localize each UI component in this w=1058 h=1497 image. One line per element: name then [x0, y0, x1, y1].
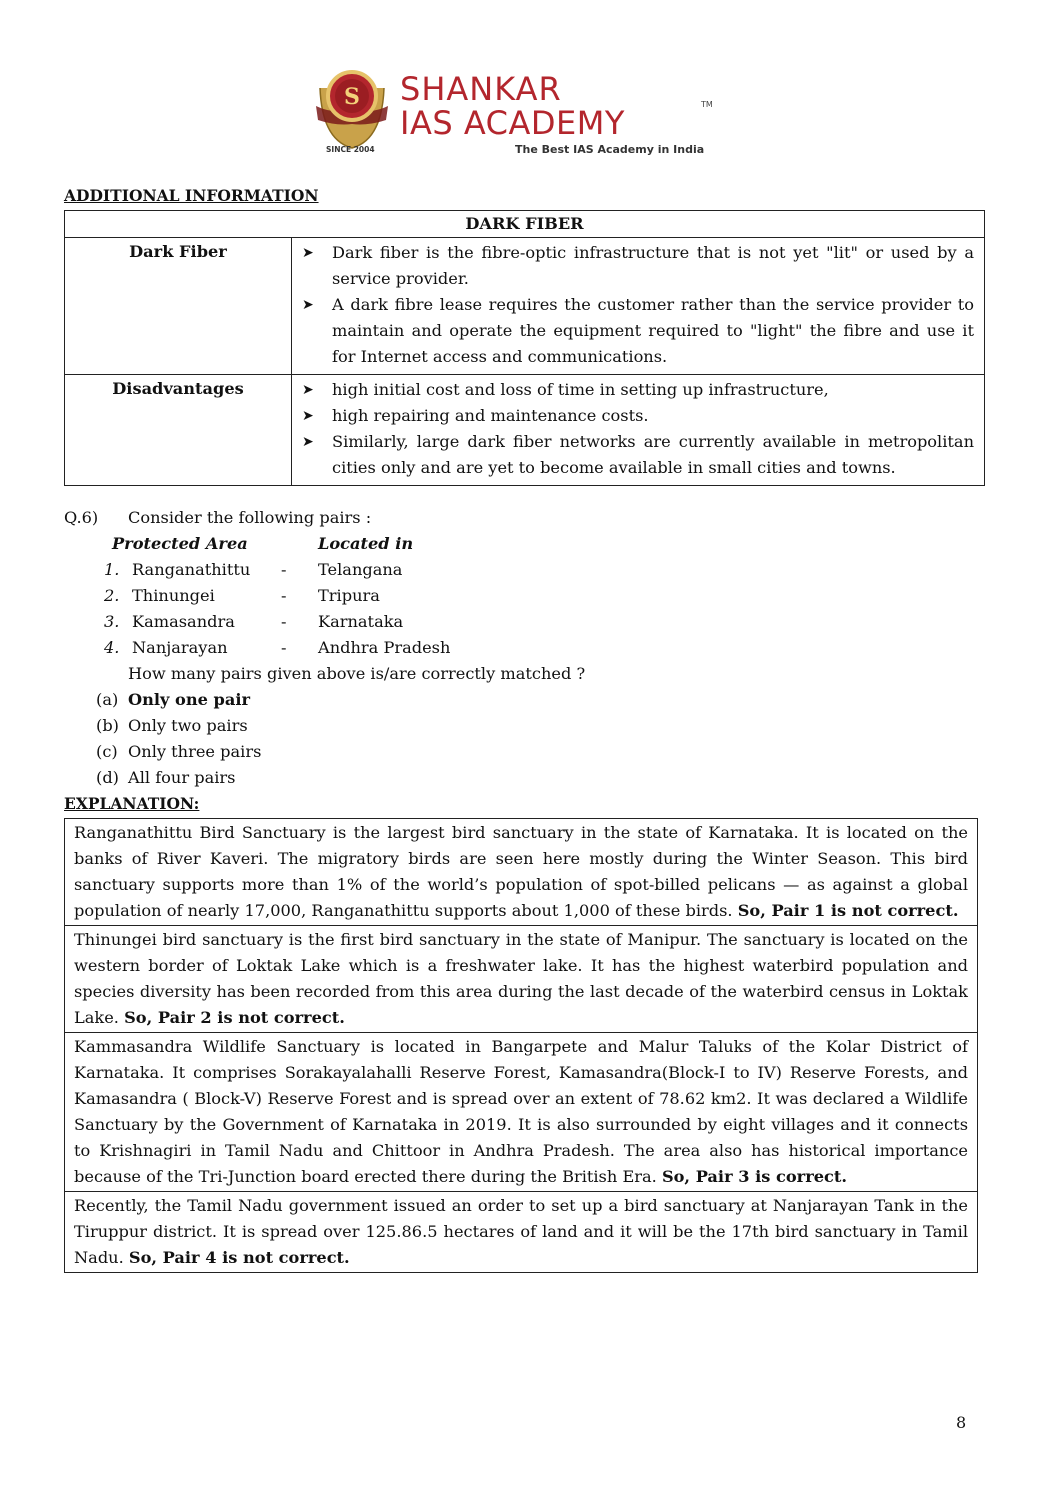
arrow-bullet-icon: ➤ — [302, 245, 314, 261]
pair-row: 4. Nanjarayan - Andhra Pradesh — [104, 638, 451, 657]
pair-conclusion: So, Pair 3 is correct. — [661, 1167, 848, 1186]
table-title: DARK FIBER — [65, 211, 985, 238]
logo-line-2: IAS ACADEMY — [400, 104, 625, 142]
arrow-bullet-icon: ➤ — [302, 408, 314, 424]
academy-logo — [312, 66, 722, 158]
column-heading-located: Located in — [318, 534, 414, 553]
pair-conclusion: So, Pair 4 is not correct. — [128, 1248, 350, 1267]
dark-fiber-table — [64, 210, 985, 486]
row-label: Disadvantages — [65, 375, 292, 486]
pair-row: 3. Kamasandra - Karnataka — [104, 612, 404, 631]
page-number: 8 — [956, 1413, 967, 1432]
row-points — [292, 375, 985, 486]
question-prompt: Consider the following pairs : — [128, 508, 372, 527]
pair-conclusion: So, Pair 2 is not correct. — [124, 1008, 345, 1027]
pair-row: 2. Thinungei - Tripura — [104, 586, 380, 605]
arrow-bullet-icon: ➤ — [302, 382, 314, 398]
logo-since: SINCE 2004 — [326, 145, 375, 154]
bullet-point: ➤ high repairing and maintenance costs. — [302, 403, 974, 429]
bullet-point: ➤ Similarly, large dark fiber networks are currently available in metropolitan cities only and are yet to become available in small cities and towns. — [302, 429, 974, 481]
explanation-heading: EXPLANATION: — [64, 794, 200, 813]
row-label: Dark Fiber — [65, 238, 292, 375]
column-heading-area: Protected Area — [112, 534, 248, 553]
question-ask: How many pairs given above is/are correctly matched ? — [128, 664, 586, 683]
explanation-box — [64, 818, 978, 1273]
bullet-point: ➤ A dark fibre lease requires the customer rather than the service provider to maintain and operate the equipment required to "light" the fibre and use it for Internet access and communications. — [302, 292, 974, 370]
pair-row: 1. Ranganathittu - Telangana — [104, 560, 403, 579]
arrow-bullet-icon: ➤ — [302, 297, 314, 313]
explanation-cell: Recently, the Tamil Nadu government issued an order to set up a bird sanctuary at Nanjarayan Tank in the Tiruppur district. It is spread over 125.86.5 hectares of land and it will be the 17th bird sanctuary in Tamil Nadu. So, Pair 4 is not correct. — [65, 1191, 977, 1272]
logo-tagline: The Best IAS Academy in India — [515, 143, 705, 156]
row-points — [292, 238, 985, 375]
section-heading: ADDITIONAL INFORMATION — [64, 186, 319, 205]
question-number: Q.6) — [64, 508, 99, 527]
logo-line-1: SHANKAR — [400, 70, 562, 108]
explanation-cell: Thinungei bird sanctuary is the first bird sanctuary in the state of Manipur. The sanctuary is located on the western border of Loktak Lake which is a freshwater lake. It has the highest waterbird population and species diversity has been recorded from this area during the last decade of the waterbird census in Loktak Lake. So, Pair 2 is not correct. — [65, 925, 977, 1032]
explanation-cell: Ranganathittu Bird Sanctuary is the largest bird sanctuary in the state of Karnataka. It is located on the banks of River Kaveri. The migratory birds are seen here mostly during the Winter Season. This bird sanctuary supports more than 1% of the world’s population of spot-billed pelicans — as against a global population of nearly 17,000, Ranganathittu supports about 1,000 of these birds. So, Pair 1 is not correct. — [74, 823, 968, 920]
trademark-mark: TM — [701, 100, 713, 109]
table-row — [65, 375, 985, 486]
table-row — [65, 238, 985, 375]
shield-emblem-icon — [312, 66, 392, 152]
svg-text:S: S — [344, 84, 360, 110]
pair-conclusion: So, Pair 1 is not correct. — [737, 901, 959, 920]
bullet-point: ➤ high initial cost and loss of time in setting up infrastructure, — [302, 377, 974, 403]
explanation-cell: Kammasandra Wildlife Sanctuary is located in Bangarpete and Malur Taluks of the Kolar District of Karnataka. It comprises Sorakayalahalli Reserve Forest, Kamasandra(Block-I to IV) Reserve Forests, and Kamasandra ( Block-V) Reserve Forest and is spread over an extent of 78.62 km2. It was declared a Wildlife Sanctuary by the Government of Karnataka in 2019. It is also surrounded by eight villages and it connects to Krishnagiri in Tamil Nadu and Chittoor in Andhra Pradesh. The area also has historical importance because of the Tri-Junction board erected there during the British Era. So, Pair 3 is correct. — [65, 1032, 977, 1191]
arrow-bullet-icon: ➤ — [302, 434, 314, 450]
bullet-point: ➤ Dark fiber is the fibre-optic infrastructure that is not yet "lit" or used by a service provider. — [302, 240, 974, 292]
